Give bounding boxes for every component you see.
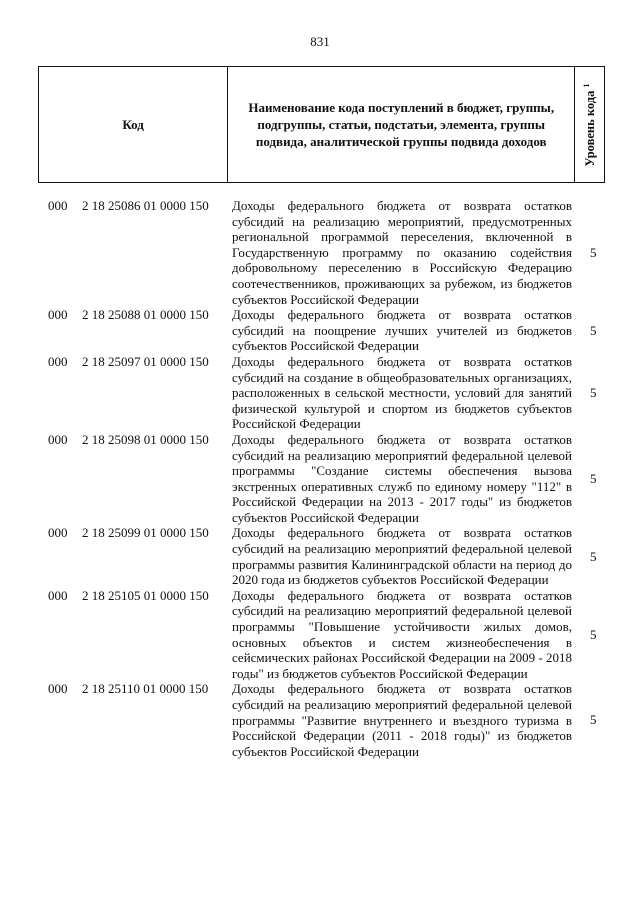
row-code: 2 18 25097 01 0000 150: [82, 353, 209, 369]
header-level-footnote: 1: [581, 83, 591, 88]
table-row: [0, 681, 640, 759]
table-row: [0, 432, 640, 526]
row-code: 2 18 25098 01 0000 150: [82, 431, 209, 447]
table-body: [0, 198, 640, 759]
row-prefix: 000: [48, 587, 68, 603]
row-code: 2 18 25088 01 0000 150: [82, 307, 209, 323]
row-description: Доходы федерального бюджета от возврата остатков субсидий на поощрение лучших учителей из бюджетов субъектов Российской Федерации: [232, 307, 572, 354]
row-code: 2 18 25105 01 0000 150: [82, 587, 209, 603]
table-row: [0, 354, 640, 432]
row-prefix: 000: [48, 525, 68, 541]
row-description: Доходы федерального бюджета от возврата остатков субсидий на реализацию мероприятий, предусмотренных региональной программой переселения, включенной в Государственную программу по оказанию содействия добровольному переселению в Российскую Федерацию соотечественников, проживающих за рубежом, из бюджетов субъектов Российской Федерации: [232, 198, 572, 307]
row-description: Доходы федерального бюджета от возврата остатков субсидий на реализацию мероприятий федеральной целевой программы "Развитие внутреннего и въездного туризма в Российской Федерации (2011 - 2018 годы)" из бюджетов субъектов Российской Федерации: [232, 681, 572, 759]
row-level: 5: [590, 322, 597, 338]
row-prefix: 000: [48, 681, 68, 697]
row-level: 5: [590, 470, 597, 486]
header-level-label: Уровень кода: [582, 90, 597, 166]
row-code: 2 18 25099 01 0000 150: [82, 525, 209, 541]
header-level-text: [581, 83, 597, 166]
row-description: Доходы федерального бюджета от возврата остатков субсидий на создание в общеобразовательных организациях, расположенных в сельской местности, условий для занятий физической культурой и спортом из бюджетов субъектов Российской Федерации: [232, 353, 572, 432]
row-code: 2 18 25110 01 0000 150: [82, 681, 209, 697]
row-prefix: 000: [48, 431, 68, 447]
row-level: 5: [590, 548, 597, 564]
header-level: [575, 67, 604, 182]
row-description: Доходы федерального бюджета от возврата остатков субсидий на реализацию мероприятий федеральной целевой программы "Создание системы обеспечения вызова экстренных оперативных служб по единому номеру "112" в Российской Федерации на 2013 - 2017 годы" из бюджетов субъектов Российской Федерации: [232, 431, 572, 525]
row-level: 5: [590, 384, 597, 400]
header-code: Код: [39, 67, 228, 182]
table-header: [38, 66, 605, 183]
row-description: Доходы федерального бюджета от возврата остатков субсидий на реализацию мероприятий федеральной целевой программы "Повышение устойчивости жилых домов, основных объектов и систем жизнеобеспечения в сейсмических районах Российской Федерации на 2009 - 2018 годы" из бюджетов субъектов Российской Федерации: [232, 587, 573, 681]
page-number: 831: [310, 34, 330, 49]
row-prefix: 000: [48, 198, 68, 213]
row-description: Доходы федерального бюджета от возврата остатков субсидий на реализацию мероприятий федеральной целевой программы развития Калининградской области на период до 2020 года из бюджетов субъектов Российской Федерации: [232, 525, 572, 588]
row-code: 2 18 25086 01 0000 150: [82, 198, 209, 213]
header-name: Наименование кода поступлений в бюджет, группы, подгруппы, статьи, подстатьи, элемента, группы подвида, аналитической группы подвида доходов: [228, 67, 575, 182]
row-level: 5: [590, 244, 597, 260]
row-prefix: 000: [48, 353, 68, 369]
table-row: [0, 525, 640, 587]
row-level: 5: [590, 626, 597, 642]
table-row: [0, 307, 640, 354]
table-row: [0, 198, 640, 307]
row-level: 5: [590, 712, 597, 728]
row-prefix: 000: [48, 307, 68, 323]
table-row: [0, 588, 640, 682]
